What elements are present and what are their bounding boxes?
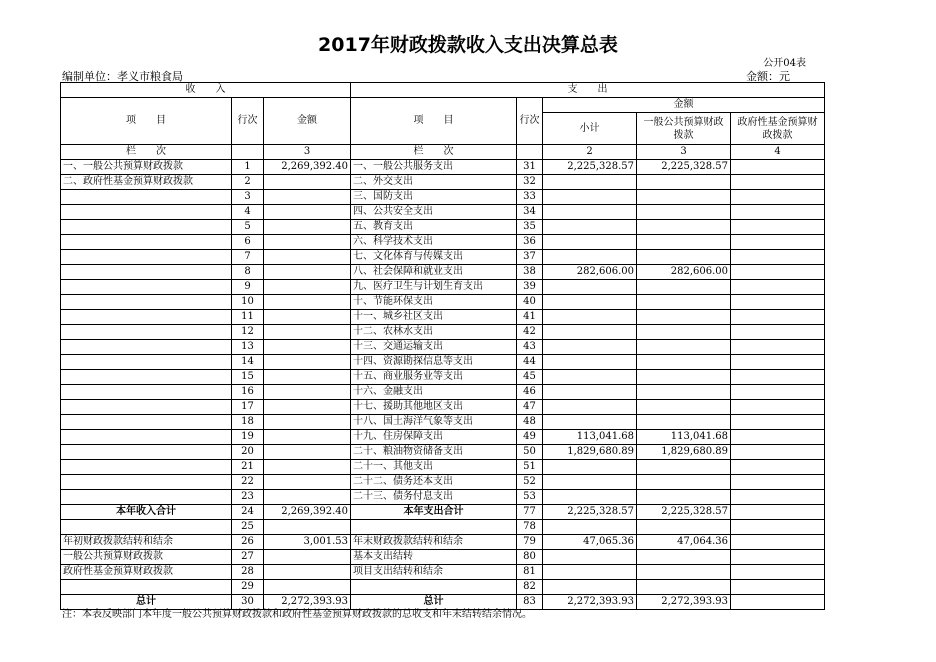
expense-item-cell: 二、外交支出 — [351, 175, 517, 190]
expense-item-cell: 六、科学技术支出 — [351, 235, 517, 250]
expense-rowno-cell: 39 — [517, 280, 543, 295]
income-rowno-cell: 14 — [232, 355, 264, 370]
gov-fund-cell — [731, 505, 825, 520]
general-budget-cell: 47,064.36 — [637, 535, 731, 550]
col-index-4: 4 — [731, 145, 825, 160]
gov-fund-cell — [731, 415, 825, 430]
gov-fund-cell — [731, 370, 825, 385]
expense-item-cell: 十五、商业服务业等支出 — [351, 370, 517, 385]
income-rowno-cell: 9 — [232, 280, 264, 295]
general-budget-cell — [637, 355, 731, 370]
table-row — [61, 400, 825, 415]
subtotal-cell — [543, 415, 637, 430]
general-budget-cell — [637, 220, 731, 235]
subtotal-cell — [543, 400, 637, 415]
subtotal-cell — [543, 325, 637, 340]
gov-fund-cell — [731, 550, 825, 565]
subtotal-header: 小计 — [543, 113, 637, 145]
income-amount-cell — [264, 340, 351, 355]
expense-rowno-cell: 48 — [517, 415, 543, 430]
gov-fund-cell — [731, 445, 825, 460]
expense-rowno-header: 行次 — [517, 98, 543, 145]
amount-unit: 金额：元 — [746, 70, 790, 83]
expense-rowno-cell: 47 — [517, 400, 543, 415]
expense-rowno-cell: 80 — [517, 550, 543, 565]
subtotal-cell — [543, 340, 637, 355]
expense-item-cell: 十三、交通运输支出 — [351, 340, 517, 355]
subtotal-cell — [543, 550, 637, 565]
expense-item-cell: 十七、援助其他地区支出 — [351, 400, 517, 415]
income-amount-cell — [264, 430, 351, 445]
subtotal-cell — [543, 520, 637, 535]
subtotal-cell — [543, 565, 637, 580]
table-row — [61, 550, 825, 565]
income-item-cell — [61, 280, 232, 295]
gov-fund-cell — [731, 295, 825, 310]
subtotal-cell — [543, 175, 637, 190]
income-amount-cell — [264, 220, 351, 235]
income-amount-cell — [264, 325, 351, 340]
gov-fund-cell — [731, 280, 825, 295]
income-item-cell — [61, 415, 232, 430]
income-item-cell — [61, 490, 232, 505]
income-item-cell: 二、政府性基金预算财政拨款 — [61, 175, 232, 190]
general-budget-cell — [637, 310, 731, 325]
expense-rowno-cell: 36 — [517, 235, 543, 250]
expense-item-cell: 十八、国土海洋气象等支出 — [351, 415, 517, 430]
general-budget-cell — [637, 340, 731, 355]
gov-fund-cell — [731, 460, 825, 475]
expense-item-cell — [351, 580, 517, 595]
income-rowno-cell: 16 — [232, 385, 264, 400]
table-row — [61, 280, 825, 295]
general-budget-cell — [637, 205, 731, 220]
expense-rowno-cell: 46 — [517, 385, 543, 400]
gov-fund-cell — [731, 400, 825, 415]
general-budget-cell — [637, 565, 731, 580]
income-amount-cell — [264, 445, 351, 460]
general-budget-cell — [637, 235, 731, 250]
table-row — [61, 520, 825, 535]
income-rowno-cell: 26 — [232, 535, 264, 550]
income-rowno-cell: 30 — [232, 595, 264, 610]
table-row — [61, 325, 825, 340]
gov-fund-header: 政府性基金预算财政拨款 — [731, 113, 825, 145]
expense-rowno-cell: 79 — [517, 535, 543, 550]
gov-fund-cell — [731, 565, 825, 580]
table-row — [61, 175, 825, 190]
income-rowno-header: 行次 — [232, 98, 264, 145]
income-rowno-cell: 7 — [232, 250, 264, 265]
income-header: 收 入 — [61, 83, 351, 98]
general-budget-cell — [637, 475, 731, 490]
col-index-3: 3 — [264, 145, 351, 160]
table-row — [61, 220, 825, 235]
gov-fund-cell — [731, 160, 825, 175]
gov-fund-cell — [731, 535, 825, 550]
header-row-1 — [61, 83, 825, 98]
table-row — [61, 415, 825, 430]
income-amount-cell — [264, 550, 351, 565]
general-budget-cell — [637, 370, 731, 385]
income-rowno-cell: 3 — [232, 190, 264, 205]
subtotal-cell: 113,041.68 — [543, 430, 637, 445]
expense-item-cell: 十九、住房保障支出 — [351, 430, 517, 445]
subtotal-cell: 2,225,328.57 — [543, 505, 637, 520]
general-budget-cell — [637, 385, 731, 400]
income-item-cell — [61, 355, 232, 370]
table-row — [61, 190, 825, 205]
table-row — [61, 385, 825, 400]
general-budget-cell — [637, 175, 731, 190]
income-rowno-cell: 20 — [232, 445, 264, 460]
table-row — [61, 490, 825, 505]
income-amount-cell — [264, 205, 351, 220]
income-amount-cell — [264, 565, 351, 580]
income-rowno-cell: 12 — [232, 325, 264, 340]
expense-item-cell: 八、社会保障和就业支出 — [351, 265, 517, 280]
expense-rowno-cell: 44 — [517, 355, 543, 370]
income-item-cell — [61, 220, 232, 235]
income-item-cell: 一般公共预算财政拨款 — [61, 550, 232, 565]
table-row — [61, 295, 825, 310]
expense-item-cell: 十、节能环保支出 — [351, 295, 517, 310]
expense-rowno-cell: 50 — [517, 445, 543, 460]
expense-item-cell: 项目支出结转和结余 — [351, 565, 517, 580]
subtotal-cell: 2,272,393.93 — [543, 595, 637, 610]
gov-fund-cell — [731, 355, 825, 370]
general-budget-cell — [637, 295, 731, 310]
gov-fund-cell — [731, 490, 825, 505]
income-item-cell — [61, 190, 232, 205]
income-item-cell: 一、一般公共预算财政拨款 — [61, 160, 232, 175]
general-budget-cell — [637, 280, 731, 295]
table-row — [61, 340, 825, 355]
general-budget-cell: 282,606.00 — [637, 265, 731, 280]
subtotal-cell: 2,225,328.57 — [543, 160, 637, 175]
expense-rowno-cell: 53 — [517, 490, 543, 505]
subtotal-cell — [543, 370, 637, 385]
col-label-2: 栏 次 — [351, 145, 517, 160]
income-item-cell — [61, 295, 232, 310]
gov-fund-cell — [731, 310, 825, 325]
income-item-cell — [61, 460, 232, 475]
gov-fund-cell — [731, 250, 825, 265]
expense-item-header: 项 目 — [351, 98, 517, 145]
gov-fund-cell — [731, 340, 825, 355]
general-budget-cell — [637, 190, 731, 205]
income-rowno-cell: 18 — [232, 415, 264, 430]
table-row — [61, 355, 825, 370]
expense-rowno-cell: 40 — [517, 295, 543, 310]
footnote: 注：本表反映部门本年度一般公共预算财政拨款和政府性基金预算财政拨款的总收支和年末结转结余情况。 — [62, 609, 532, 620]
table-row — [61, 235, 825, 250]
gov-fund-cell — [731, 580, 825, 595]
general-budget-cell: 2,272,393.93 — [637, 595, 731, 610]
income-rowno-cell: 28 — [232, 565, 264, 580]
income-item-cell: 政府性基金预算财政拨款 — [61, 565, 232, 580]
expense-item-cell: 九、医疗卫生与计划生育支出 — [351, 280, 517, 295]
subtotal-cell — [543, 190, 637, 205]
income-item-cell — [61, 250, 232, 265]
expense-item-cell: 一、一般公共服务支出 — [351, 160, 517, 175]
general-budget-cell — [637, 400, 731, 415]
income-item-cell — [61, 235, 232, 250]
gov-fund-cell — [731, 235, 825, 250]
expense-rowno-cell: 33 — [517, 190, 543, 205]
income-rowno-cell: 2 — [232, 175, 264, 190]
expense-rowno-cell: 77 — [517, 505, 543, 520]
income-rowno-cell: 1 — [232, 160, 264, 175]
income-item-cell: 本年收入合计 — [61, 505, 232, 520]
expense-item-cell: 二十二、债务还本支出 — [351, 475, 517, 490]
expense-item-cell — [351, 520, 517, 535]
gov-fund-cell — [731, 520, 825, 535]
income-rowno-cell: 13 — [232, 340, 264, 355]
income-item-cell — [61, 385, 232, 400]
expense-item-cell: 十二、农林水支出 — [351, 325, 517, 340]
subtotal-cell: 47,065.36 — [543, 535, 637, 550]
expense-header: 支 出 — [351, 83, 825, 98]
income-item-cell — [61, 445, 232, 460]
table-row — [61, 430, 825, 445]
income-rowno-cell: 21 — [232, 460, 264, 475]
table-body — [61, 83, 825, 610]
expense-item-cell: 二十、粮油物资储备支出 — [351, 445, 517, 460]
expense-rowno-cell: 83 — [517, 595, 543, 610]
expense-rowno-cell: 52 — [517, 475, 543, 490]
income-rowno-cell: 24 — [232, 505, 264, 520]
expense-amount-header: 金额 — [543, 98, 825, 113]
table-row — [61, 205, 825, 220]
income-amount-cell — [264, 190, 351, 205]
general-budget-cell — [637, 520, 731, 535]
general-budget-cell — [637, 250, 731, 265]
gov-fund-cell — [731, 190, 825, 205]
gov-fund-cell — [731, 475, 825, 490]
table-row — [61, 460, 825, 475]
expense-item-cell: 总计 — [351, 595, 517, 610]
subtotal-cell — [543, 385, 637, 400]
income-amount-cell — [264, 385, 351, 400]
gov-fund-cell — [731, 595, 825, 610]
income-item-cell — [61, 430, 232, 445]
income-item-cell — [61, 205, 232, 220]
income-item-cell — [61, 370, 232, 385]
budget-summary-table — [60, 82, 825, 610]
report-title: 2017年财政拨款收入支出决算总表 — [318, 34, 618, 56]
income-item-cell: 年初财政拨款结转和结余 — [61, 535, 232, 550]
subtotal-cell — [543, 235, 637, 250]
table-row — [61, 565, 825, 580]
income-amount-cell — [264, 355, 351, 370]
expense-rowno-cell: 49 — [517, 430, 543, 445]
subtotal-cell — [543, 205, 637, 220]
income-item-header: 项 目 — [61, 98, 232, 145]
subtotal-cell — [543, 310, 637, 325]
table-row — [61, 265, 825, 280]
table-row — [61, 505, 825, 520]
expense-rowno-cell: 31 — [517, 160, 543, 175]
income-amount-cell — [264, 460, 351, 475]
income-rowno-cell: 17 — [232, 400, 264, 415]
expense-item-cell: 二十一、其他支出 — [351, 460, 517, 475]
general-budget-cell — [637, 580, 731, 595]
income-rowno-cell: 27 — [232, 550, 264, 565]
table-row — [61, 370, 825, 385]
expense-item-cell: 十一、城乡社区支出 — [351, 310, 517, 325]
expense-rowno-cell: 43 — [517, 340, 543, 355]
income-amount-cell — [264, 415, 351, 430]
general-budget-cell: 2,225,328.57 — [637, 160, 731, 175]
expense-rowno-cell: 38 — [517, 265, 543, 280]
subtotal-cell: 1,829,680.89 — [543, 445, 637, 460]
income-amount-header: 金额 — [264, 98, 351, 145]
subtotal-cell — [543, 460, 637, 475]
table-row — [61, 160, 825, 175]
income-rowno-cell: 6 — [232, 235, 264, 250]
subtotal-cell — [543, 280, 637, 295]
income-amount-cell — [264, 475, 351, 490]
income-item-cell — [61, 580, 232, 595]
income-rowno-cell: 11 — [232, 310, 264, 325]
general-budget-cell: 2,225,328.57 — [637, 505, 731, 520]
income-amount-cell — [264, 520, 351, 535]
income-amount-cell — [264, 235, 351, 250]
gov-fund-cell — [731, 175, 825, 190]
income-rowno-cell: 8 — [232, 265, 264, 280]
income-rowno-cell: 15 — [232, 370, 264, 385]
subtotal-cell — [543, 475, 637, 490]
income-amount-cell — [264, 490, 351, 505]
expense-rowno-cell: 51 — [517, 460, 543, 475]
expense-item-cell: 基本支出结转 — [351, 550, 517, 565]
general-budget-cell — [637, 550, 731, 565]
income-amount-cell — [264, 295, 351, 310]
income-rowno-cell: 19 — [232, 430, 264, 445]
gov-fund-cell — [731, 220, 825, 235]
income-rowno-cell: 4 — [232, 205, 264, 220]
income-rowno-cell: 5 — [232, 220, 264, 235]
gov-fund-cell — [731, 430, 825, 445]
expense-rowno-cell: 81 — [517, 565, 543, 580]
income-item-cell — [61, 325, 232, 340]
expense-rowno-cell: 45 — [517, 370, 543, 385]
general-budget-cell — [637, 460, 731, 475]
subtotal-cell — [543, 295, 637, 310]
table-row — [61, 445, 825, 460]
income-amount-cell: 2,269,392.40 — [264, 160, 351, 175]
table-row — [61, 535, 825, 550]
income-amount-cell — [264, 400, 351, 415]
reporting-unit: 编制单位：孝义市粮食局 — [62, 70, 183, 83]
expense-rowno-cell: 34 — [517, 205, 543, 220]
income-amount-cell — [264, 580, 351, 595]
subtotal-cell — [543, 580, 637, 595]
expense-item-cell: 七、文化体育与传媒支出 — [351, 250, 517, 265]
gov-fund-cell — [731, 385, 825, 400]
general-budget-cell — [637, 325, 731, 340]
expense-rowno-cell: 32 — [517, 175, 543, 190]
income-item-cell — [61, 520, 232, 535]
expense-item-cell: 四、公共安全支出 — [351, 205, 517, 220]
form-number: 公开04表 — [763, 58, 806, 69]
income-amount-cell — [264, 265, 351, 280]
col-label: 栏 次 — [61, 145, 232, 160]
income-amount-cell — [264, 280, 351, 295]
income-rowno-cell: 10 — [232, 295, 264, 310]
income-amount-cell — [264, 310, 351, 325]
table-row — [61, 580, 825, 595]
gov-fund-cell — [731, 265, 825, 280]
subtotal-cell — [543, 355, 637, 370]
income-rowno-cell: 23 — [232, 490, 264, 505]
expense-item-cell: 五、教育支出 — [351, 220, 517, 235]
expense-item-cell: 本年支出合计 — [351, 505, 517, 520]
table-row — [61, 250, 825, 265]
income-amount-cell — [264, 175, 351, 190]
expense-item-cell: 十六、金融支出 — [351, 385, 517, 400]
header-row-2 — [61, 98, 825, 113]
income-amount-cell: 3,001.53 — [264, 535, 351, 550]
income-amount-cell — [264, 250, 351, 265]
subtotal-cell: 282,606.00 — [543, 265, 637, 280]
table-row — [61, 310, 825, 325]
gov-fund-cell — [731, 205, 825, 220]
income-item-cell — [61, 475, 232, 490]
income-amount-cell — [264, 370, 351, 385]
income-rowno-cell: 22 — [232, 475, 264, 490]
subtotal-cell — [543, 250, 637, 265]
income-item-cell: 总计 — [61, 595, 232, 610]
income-item-cell — [61, 340, 232, 355]
expense-item-cell: 三、国防支出 — [351, 190, 517, 205]
expense-rowno-cell: 35 — [517, 220, 543, 235]
general-budget-header: 一般公共预算财政拨款 — [637, 113, 731, 145]
subtotal-cell — [543, 220, 637, 235]
col-empty-2 — [517, 145, 543, 160]
expense-item-cell: 十四、资源勘探信息等支出 — [351, 355, 517, 370]
income-amount-cell: 2,269,392.40 — [264, 505, 351, 520]
general-budget-cell: 113,041.68 — [637, 430, 731, 445]
expense-rowno-cell: 41 — [517, 310, 543, 325]
col-index-2: 2 — [543, 145, 637, 160]
general-budget-cell — [637, 415, 731, 430]
expense-item-cell: 年末财政拨款结转和结余 — [351, 535, 517, 550]
expense-rowno-cell: 82 — [517, 580, 543, 595]
column-index-row — [61, 145, 825, 160]
income-rowno-cell: 25 — [232, 520, 264, 535]
general-budget-cell — [637, 490, 731, 505]
income-amount-cell: 2,272,393.93 — [264, 595, 351, 610]
income-item-cell — [61, 265, 232, 280]
col-empty — [232, 145, 264, 160]
table-row — [61, 475, 825, 490]
income-rowno-cell: 29 — [232, 580, 264, 595]
income-item-cell — [61, 310, 232, 325]
expense-item-cell: 二十三、债务付息支出 — [351, 490, 517, 505]
income-item-cell — [61, 400, 232, 415]
col-index-3b: 3 — [637, 145, 731, 160]
expense-rowno-cell: 78 — [517, 520, 543, 535]
gov-fund-cell — [731, 325, 825, 340]
expense-rowno-cell: 42 — [517, 325, 543, 340]
general-budget-cell: 1,829,680.89 — [637, 445, 731, 460]
subtotal-cell — [543, 490, 637, 505]
expense-rowno-cell: 37 — [517, 250, 543, 265]
